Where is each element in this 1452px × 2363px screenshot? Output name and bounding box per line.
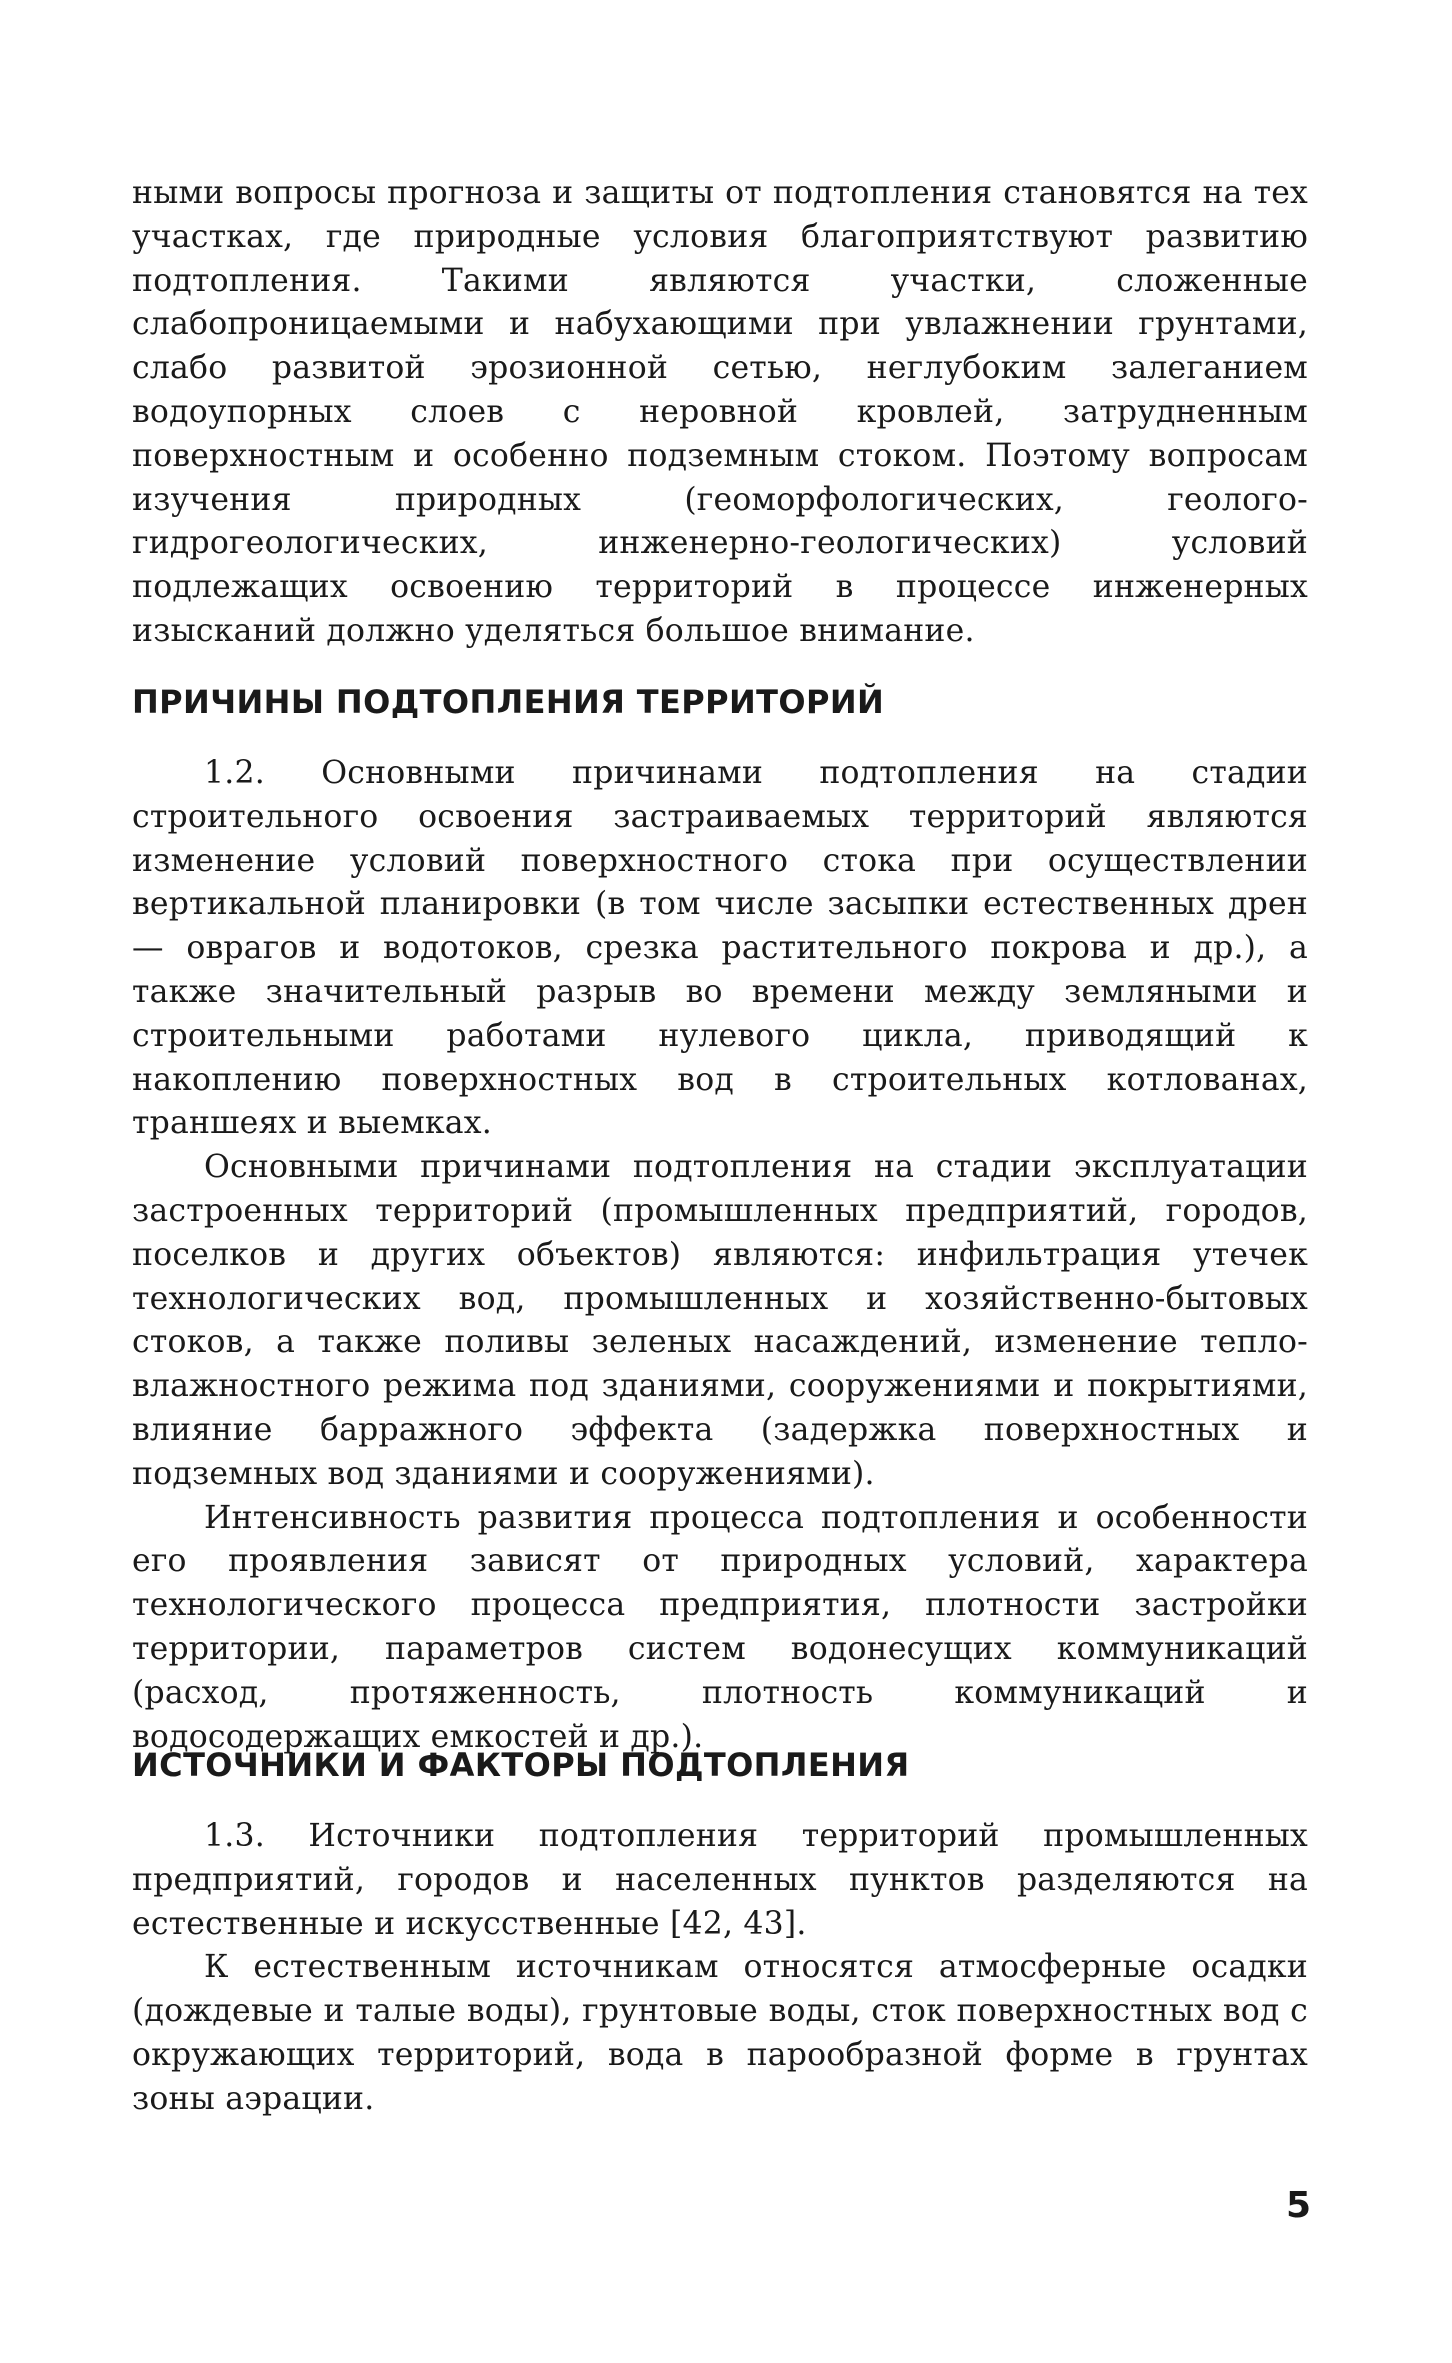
- section-sources-body: [132, 1815, 1308, 2122]
- intro-paragraph: [132, 172, 1308, 654]
- section-heading-sources: ИСТОЧНИКИ И ФАКТОРЫ ПОДТОПЛЕНИЯ: [132, 1746, 910, 1784]
- section-heading-causes: ПРИЧИНЫ ПОДТОПЛЕНИЯ ТЕРРИТОРИЙ: [132, 683, 885, 721]
- paragraph-natural-sources: К естественным источникам относятся атмосферные осадки (дождевые и талые воды), грунтовые воды, сток поверхностных вод с окружающих территорий, вода в парообразной форме в грунтах зоны аэрации.: [132, 1949, 1308, 2117]
- intro-text: ными вопросы прогноза и защиты от подтопления становятся на тех участках, где природные условия благоприятствуют развитию подтопления. Такими являются участки, сложенные слабопроницаемыми и набухающими при увлажнении грунтами, слабо развитой эрозионной сетью, неглубоким залеганием водоупорных слоев с неровной кровлей, затрудненным поверхностным и особенно подземным стоком. Поэтому вопросам изучения природных (геоморфологических, геолого-гидрогеологических, инженерно-геологических) условий подлежащих освоению территорий в процессе инженерных изысканий должно уделяться большое внимание.: [132, 175, 1308, 649]
- section-causes-body: [132, 752, 1308, 1759]
- paragraph-operation-causes: Основными причинами подтопления на стадии эксплуатации застроенных территорий (промышленных предприятий, городов, поселков и других объектов) являются: инфильтрация утечек технологических вод, промышленных и хозяйственно-бытовых стоков, а также поливы зеленых насаждений, изменение тепло-влажностного режима под зданиями, сооружениями и покрытиями, влияние барражного эффекта (задержка поверхностных и подземных вод зданиями и сооружениями).: [132, 1149, 1308, 1492]
- page-number: 5: [1286, 2185, 1312, 2226]
- paragraph-intensity: Интенсивность развития процесса подтопления и особенности его проявления зависят от природных условий, характера технологического процесса предприятия, плотности застройки территории, параметров систем водонесущих коммуникаций (расход, протяженность, плотность коммуникаций и водосодержащих емкостей и др.).: [132, 1499, 1308, 1755]
- paragraph-1-2: 1.2. Основными причинами подтопления на стадии строительного освоения застраиваемых территорий являются изменение условий поверхностного стока при осуществлении вертикальной планировки (в том числе засыпки естественных дрен — оврагов и водотоков, срезка растительного покрова и др.), а также значительный разрыв во времени между земляными и строительными работами нулевого цикла, приводящий к накоплению поверхностных вод в строительных котлованах, траншеях и выемках.: [132, 755, 1308, 1142]
- paragraph-1-3: 1.3. Источники подтопления территорий промышленных предприятий, городов и населенных пунктов разделяются на естественные и искусственные [42, 43].: [132, 1818, 1308, 1942]
